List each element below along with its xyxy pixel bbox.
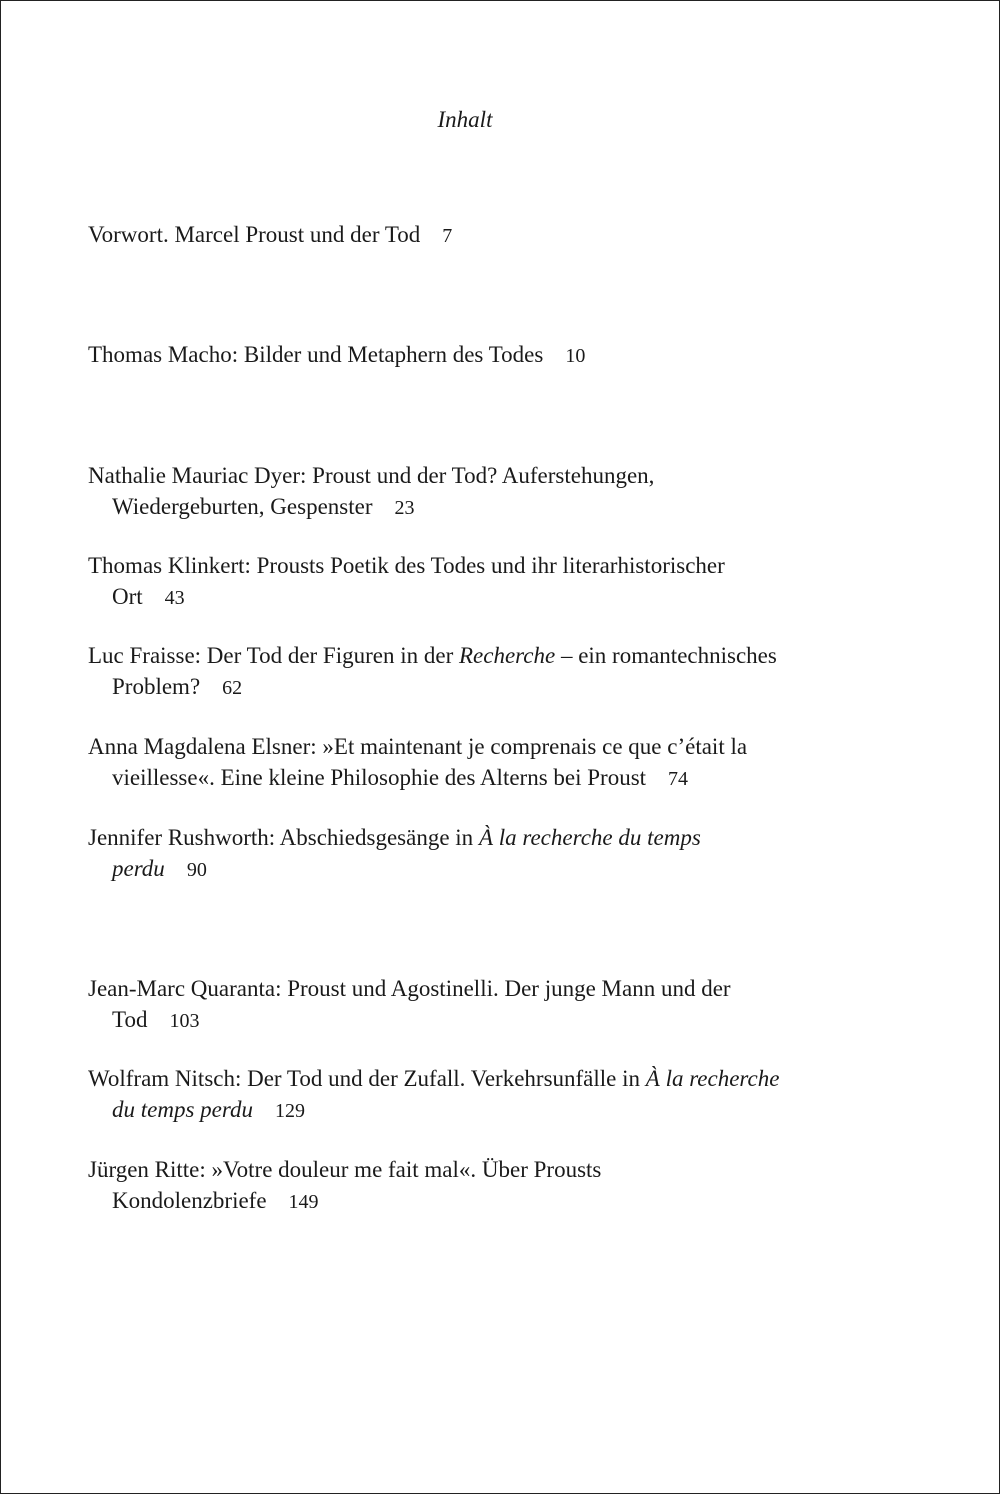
entry-text: Problem? xyxy=(112,674,201,699)
entry-text: Jean-Marc Quaranta: Proust und Agostinelli. Der junge Mann und der xyxy=(88,976,731,1001)
toc-entry xyxy=(88,550,888,614)
entry-text: Tod xyxy=(112,1007,148,1032)
toc-entry xyxy=(88,1154,888,1218)
entry-text: Luc Fraisse: Der Tod der Figuren in der xyxy=(88,643,459,668)
entry-text: Kondolenzbriefe xyxy=(112,1188,267,1213)
entry-line xyxy=(88,1063,888,1094)
entry-text: Wolfram Nitsch: Der Tod und der Zufall. Verkehrsunfälle in xyxy=(88,1066,646,1091)
entry-line xyxy=(88,550,888,581)
entry-text: Vorwort. Marcel Proust und der Tod xyxy=(88,222,421,247)
page-number: 90 xyxy=(186,859,207,881)
entry-continuation-line xyxy=(88,581,888,614)
entry-line xyxy=(88,822,888,853)
entry-text: vieillesse«. Eine kleine Philosophie des Alterns bei Proust xyxy=(112,765,647,790)
page-number: 103 xyxy=(169,1010,200,1032)
page-number: 7 xyxy=(442,225,453,247)
entry-title-italic: du temps perdu xyxy=(112,1097,253,1122)
page-number: 129 xyxy=(274,1100,305,1122)
toc-entry xyxy=(88,731,888,795)
page-number: 74 xyxy=(668,768,689,790)
entry-text: Wiedergeburten, Gespenster xyxy=(112,494,373,519)
entry-line xyxy=(88,973,888,1004)
entry-title-italic: À la recherche xyxy=(645,1066,780,1091)
page-number: 62 xyxy=(222,677,243,699)
entry-text: Thomas Klinkert: Prousts Poetik des Todes und ihr literarhistorischer xyxy=(88,553,725,578)
page-number: 23 xyxy=(394,497,415,519)
entry-continuation-line xyxy=(88,671,888,704)
entry-title-italic: perdu xyxy=(112,856,165,881)
page-number: 43 xyxy=(164,587,185,609)
entry-line xyxy=(88,640,888,671)
page-number: 149 xyxy=(288,1191,319,1213)
page-number: 10 xyxy=(565,345,586,367)
entry-title-italic: À la recherche du temps xyxy=(478,825,701,850)
toc-entry xyxy=(88,822,888,886)
entry-line xyxy=(88,731,888,762)
entry-text: Thomas Macho: Bilder und Metaphern des Todes xyxy=(88,342,544,367)
entry-text: – ein romantechnisches xyxy=(555,643,777,668)
entry-continuation-line xyxy=(88,853,888,886)
entry-continuation-line xyxy=(88,762,888,795)
entry-text: Jennifer Rushworth: Abschiedsgesänge in xyxy=(88,825,479,850)
entry-title-italic: Recherche xyxy=(459,643,556,668)
entry-text: Jürgen Ritte: »Votre douleur me fait mal«. Über Prousts xyxy=(88,1157,602,1182)
entry-line xyxy=(88,219,888,252)
toc-title: Inhalt xyxy=(437,107,493,132)
entry-text: Anna Magdalena Elsner: »Et maintenant je comprenais ce que c’était la xyxy=(88,734,748,759)
entry-line xyxy=(88,339,888,372)
toc-entry xyxy=(88,640,888,704)
entry-line xyxy=(88,1154,888,1185)
entry-continuation-line xyxy=(88,491,888,524)
toc-entry xyxy=(88,339,888,372)
toc-entry xyxy=(88,1063,888,1127)
toc-entry xyxy=(88,460,888,524)
entry-continuation-line xyxy=(88,1004,888,1037)
toc-entry xyxy=(88,973,888,1037)
entry-continuation-line xyxy=(88,1094,888,1127)
entry-continuation-line xyxy=(88,1185,888,1218)
entry-text: Ort xyxy=(112,584,143,609)
entry-text: Nathalie Mauriac Dyer: Proust und der Tod? Auferstehungen, xyxy=(88,463,655,488)
toc-entry xyxy=(88,219,888,252)
entry-line xyxy=(88,460,888,491)
